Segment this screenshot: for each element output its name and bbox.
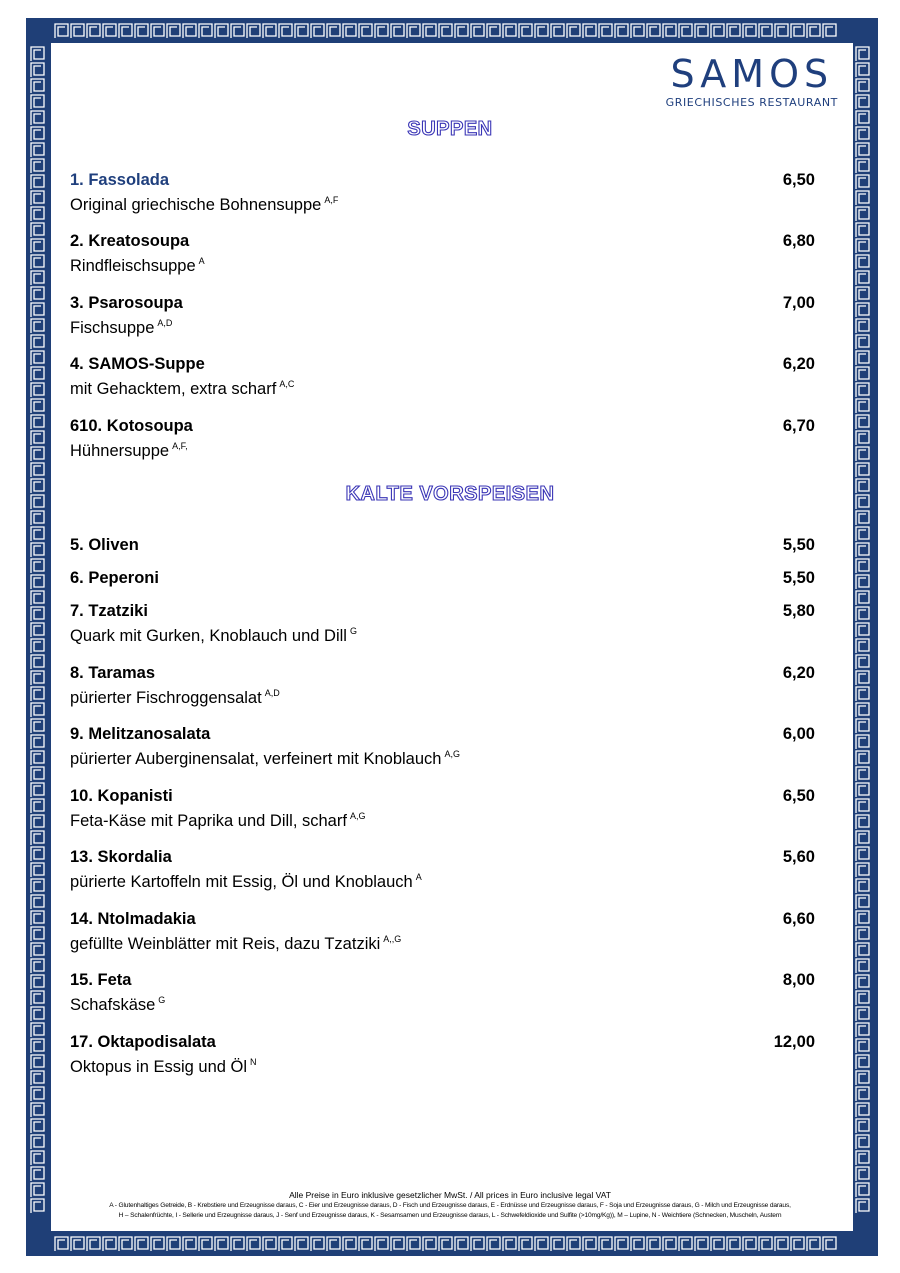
item-price: 6,00 xyxy=(782,725,815,743)
item-name: 13. Skordalia xyxy=(70,848,172,866)
item-name: 3. Psarosoupa xyxy=(70,294,183,312)
brand-subtitle: GRIECHISCHES RESTAURANT xyxy=(665,96,838,109)
item-price: 7,00 xyxy=(782,294,815,312)
item-description: gefüllte Weinblätter mit Reis, dazu Tzatziki $^{A,,G}$ xyxy=(70,934,402,953)
menu-item xyxy=(70,848,815,892)
item-description: Schafskäse $^G$ xyxy=(70,995,166,1014)
menu-item xyxy=(70,294,815,338)
item-description: pürierte Kartoffeln mit Essig, Öl und Knoblauch $^A$ xyxy=(70,872,422,891)
item-name: 8. Taramas xyxy=(70,664,155,682)
greek-key-pattern-bottom xyxy=(54,1236,850,1252)
item-name: 4. SAMOS-Suppe xyxy=(70,355,205,373)
menu-item xyxy=(70,602,815,646)
menu-item xyxy=(70,171,815,215)
allergen-codes: A,,G xyxy=(383,934,402,944)
greek-key-pattern-left xyxy=(30,46,46,1228)
item-name: 7. Tzatziki xyxy=(70,602,148,620)
section-heading-suppen: SUPPEN xyxy=(407,118,493,140)
item-description: Quark mit Gurken, Knoblauch und Dill $^G$ xyxy=(70,626,357,645)
allergen-codes: G xyxy=(158,995,166,1005)
menu-item xyxy=(70,569,815,588)
menu-item xyxy=(70,910,815,954)
restaurant-logo xyxy=(666,54,838,109)
item-price: 6,80 xyxy=(782,232,815,250)
menu-item xyxy=(70,417,815,461)
item-price: 5,50 xyxy=(782,536,815,554)
item-price: 6,20 xyxy=(782,355,815,373)
item-description: Rindfleischsuppe $^A$ xyxy=(70,256,205,275)
item-price: 12,00 xyxy=(773,1033,815,1051)
item-name: 6. Peperoni xyxy=(70,569,159,587)
item-description: pürierter Fischroggensalat $^{A,D}$ xyxy=(70,688,280,707)
menu-item xyxy=(70,664,815,708)
allergen-codes: A,G xyxy=(444,749,460,759)
item-description: Hühnersuppe $^{A,F,}$ xyxy=(70,441,188,460)
menu-item xyxy=(70,725,815,769)
item-price: 6,60 xyxy=(782,910,815,928)
item-description: mit Gehacktem, extra scharf $^{A,C}$ xyxy=(70,379,295,398)
greek-key-pattern-right xyxy=(855,46,871,1228)
allergen-codes: N xyxy=(250,1057,257,1067)
item-name: 5. Oliven xyxy=(70,536,139,554)
footer-notes xyxy=(60,1190,840,1220)
menu-item xyxy=(70,971,815,1015)
item-price: 5,50 xyxy=(782,569,815,587)
allergen-codes: A xyxy=(198,256,205,266)
allergen-codes: A,G xyxy=(349,811,366,821)
item-price: 6,50 xyxy=(782,787,815,805)
item-price: 8,00 xyxy=(782,971,815,989)
greek-key-pattern-top xyxy=(54,23,850,39)
allergen-codes: A,F xyxy=(324,195,339,205)
menu-item xyxy=(70,787,815,831)
brand-name: SAMOS xyxy=(670,52,834,96)
item-description: Original griechische Bohnensuppe $^{A,F}$ xyxy=(70,195,339,214)
item-name: 15. Feta xyxy=(70,971,132,989)
item-price: 5,80 xyxy=(782,602,815,620)
item-description: Oktopus in Essig und Öl $^N$ xyxy=(70,1057,257,1076)
menu-item xyxy=(70,232,815,276)
section-heading-kalte-vorspeisen: KALTE VORSPEISEN xyxy=(345,483,555,505)
menu-item xyxy=(70,355,815,399)
item-name: 10. Kopanisti xyxy=(70,787,173,805)
menu-item xyxy=(70,1033,815,1077)
item-name: 14. Ntolmadakia xyxy=(70,910,196,928)
allergen-codes: G xyxy=(349,626,357,636)
item-name: 17. Oktapodisalata xyxy=(70,1033,216,1051)
item-price: 6,70 xyxy=(782,417,815,435)
item-name: 2. Kreatosoupa xyxy=(70,232,190,250)
allergen-codes: A,D xyxy=(157,318,173,328)
allergen-legend: A - Glutenhaltiges Getreide, B - Krebstiere und Erzeugnisse daraus, C - Eier und Erzeugnisse daraus, D - Fisch und Erzeugnisse daraus, E - Erdnüsse und Erzeugnisse daraus, F - Soja und Erzeugnisse daraus, G - Milch und Erzeugnisse daraus, H – Schalenfrüchte, I - Sellerie und Erzeugnisse daraus, J - Senf und Erzeugnisse daraus, K - Sesamsamen und Erzeugnisse daraus, L - Schwefeldioxide und Sulfite (>10mg/Kg)), M – Lupine, N - Weichtiere (Schnecken, Muscheln, Austern xyxy=(109,1202,791,1219)
allergen-codes: A,D xyxy=(264,688,280,698)
item-price: 6,50 xyxy=(782,171,815,189)
item-price: 5,60 xyxy=(782,848,815,866)
item-name: 610. Kotosoupa xyxy=(70,417,193,435)
allergen-codes: A,F, xyxy=(172,441,188,451)
item-name: 9. Melitzanosalata xyxy=(70,725,211,743)
menu-item xyxy=(70,536,815,555)
item-description: pürierter Auberginensalat, verfeinert mit Knoblauch $^{A,G}$ xyxy=(70,749,460,768)
item-description: Feta-Käse mit Paprika und Dill, scharf $^{A,G}$ xyxy=(70,811,366,830)
item-name: 1. Fassolada xyxy=(70,171,170,189)
allergen-codes: A,C xyxy=(279,379,295,389)
item-price: 6,20 xyxy=(782,664,815,682)
price-note: Alle Preise in Euro inklusive gesetzlicher MwSt. / All prices in Euro inclusive legal VAT xyxy=(289,1190,611,1200)
item-description: Fischsuppe $^{A,D}$ xyxy=(70,318,173,337)
allergen-codes: A xyxy=(415,872,422,882)
